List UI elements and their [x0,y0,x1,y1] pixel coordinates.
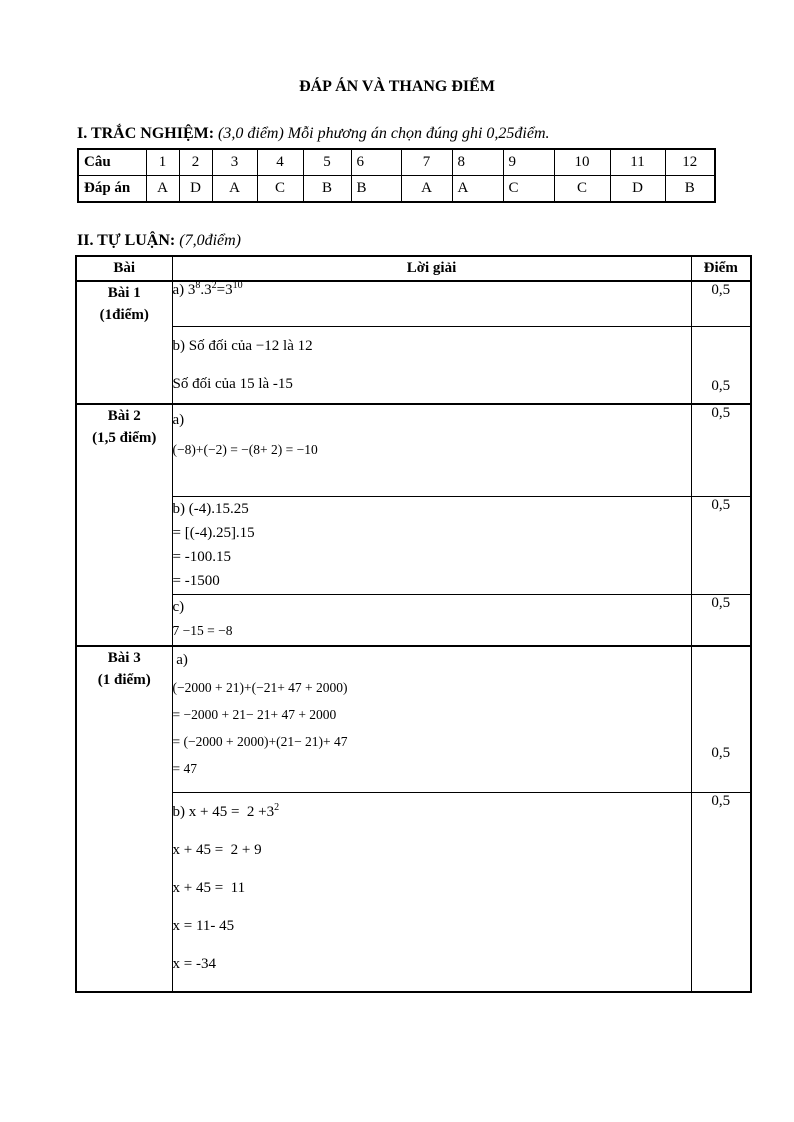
solution-line: = −2000 + 21− 21+ 47 + 2000 [172,707,337,722]
problem-label [76,404,172,646]
problem-label [76,281,172,404]
solution-line: = 47 [172,761,197,776]
score-cell: 0,5 [691,404,751,497]
section-2-heading [77,231,794,250]
solution-cell [172,646,691,793]
solution-line: = -1500 [172,573,220,589]
mc-question-cell: 11 [610,149,665,176]
solution-cell [172,595,691,647]
mc-answer-cell: A [146,176,179,203]
document-title: ĐÁP ÁN VÀ THANG ĐIỂM [299,78,495,95]
solution-line: a) [172,412,185,428]
mc-question-cell: 5 [303,149,351,176]
mc-answer-cell: B [303,176,351,203]
mc-row-answers [78,176,715,203]
table-row [76,646,751,793]
solution-line: (−8)+(−2) = −(8+ 2) = −10 [172,442,318,457]
table-row [76,793,751,993]
mc-question-cell: 12 [665,149,715,176]
solution-line: = (−2000 + 2000)+(21− 21)+ 47 [172,734,348,749]
table-row [76,497,751,595]
mc-question-cell: 3 [212,149,257,176]
mc-question-cell: 4 [257,149,303,176]
solution-cell [172,497,691,595]
problem-name: Bài 1 [107,285,141,301]
mc-answer-cell: C [554,176,610,203]
score-cell: 0,5 [691,646,751,793]
mc-question-cell: 7 [401,149,452,176]
mc-row-questions [78,149,715,176]
solution-line: c) [172,599,185,615]
solution-line: = [(-4).25].15 [172,525,255,541]
solution-cell [172,327,691,405]
multiple-choice-table [77,148,716,203]
solution-line: a) $3^8.3^2=3^{10}$ [172,280,243,298]
score-cell: 0,5 [691,497,751,595]
score-cell: 0,5 [691,595,751,647]
problem-points: (1,5 điểm) [92,430,157,446]
section-1-heading [77,124,794,143]
problem-points: (1 điểm) [97,672,151,688]
solution-line: x + 45 = 2 + 9 [172,842,262,858]
table-row [76,327,751,405]
table-row [76,281,751,327]
table-row [76,595,751,647]
solution-line: x = 11- 45 [172,918,235,934]
col-header-diem: Điểm [691,256,751,281]
solution-line: Số đối của 15 là -15 [172,376,293,392]
mc-question-cell: 8 [452,149,503,176]
mc-question-cell: 9 [503,149,554,176]
problem-name: Bài 2 [107,408,141,424]
solution-line: x + 45 = 11 [172,880,246,896]
score-cell: 0,5 [691,281,751,327]
mc-answer-cell: D [179,176,212,203]
solution-line: b) Số đối của −12 là 12 [172,338,313,354]
solution-cell [172,281,691,327]
mc-answer-cell: B [351,176,401,203]
score-cell: 0,5 [691,793,751,993]
score-cell: 0,5 [691,327,751,405]
essay-table [75,255,752,993]
solution-line: x = -34 [172,956,216,972]
problem-points: (1điểm) [99,307,149,323]
mc-question-cell: 10 [554,149,610,176]
mc-row2-label: Đáp án [78,176,146,203]
mc-question-cell: 1 [146,149,179,176]
mc-question-cell: 6 [351,149,401,176]
problem-label [76,646,172,992]
essay-header-row [76,256,751,281]
table-row [76,404,751,497]
section-1-label: I. TRẮC NGHIỆM: [77,125,215,142]
solution-line: = -100.15 [172,549,231,565]
solution-line: b) (-4).15.25 [172,501,249,517]
mc-answer-cell: A [212,176,257,203]
section-2-label: II. TỰ LUẬN: [77,232,176,249]
mc-answer-cell: C [503,176,554,203]
solution-line: b) $x + 45 = 2 +3^2$ [172,802,280,820]
solution-line: 7 −15 = −8 [172,623,233,638]
section-2-note: (7,0điểm) [179,232,241,249]
mc-answer-cell: D [610,176,665,203]
mc-question-cell: 2 [179,149,212,176]
solution-cell [172,404,691,497]
col-header-bai: Bài [76,256,172,281]
mc-answer-cell: A [452,176,503,203]
mc-answer-cell: B [665,176,715,203]
problem-name: Bài 3 [107,650,141,666]
solution-line: (−2000 + 21)+(−21+ 47 + 2000) [172,680,348,695]
solution-cell [172,793,691,993]
solution-line: a) [172,652,188,668]
mc-answer-cell: C [257,176,303,203]
mc-row1-label: Câu [78,149,146,176]
col-header-loigiai: Lời giải [172,256,691,281]
section-1-note: (3,0 điểm) Mỗi phương án chọn đúng ghi 0,25điểm. [218,125,550,142]
mc-answer-cell: A [401,176,452,203]
